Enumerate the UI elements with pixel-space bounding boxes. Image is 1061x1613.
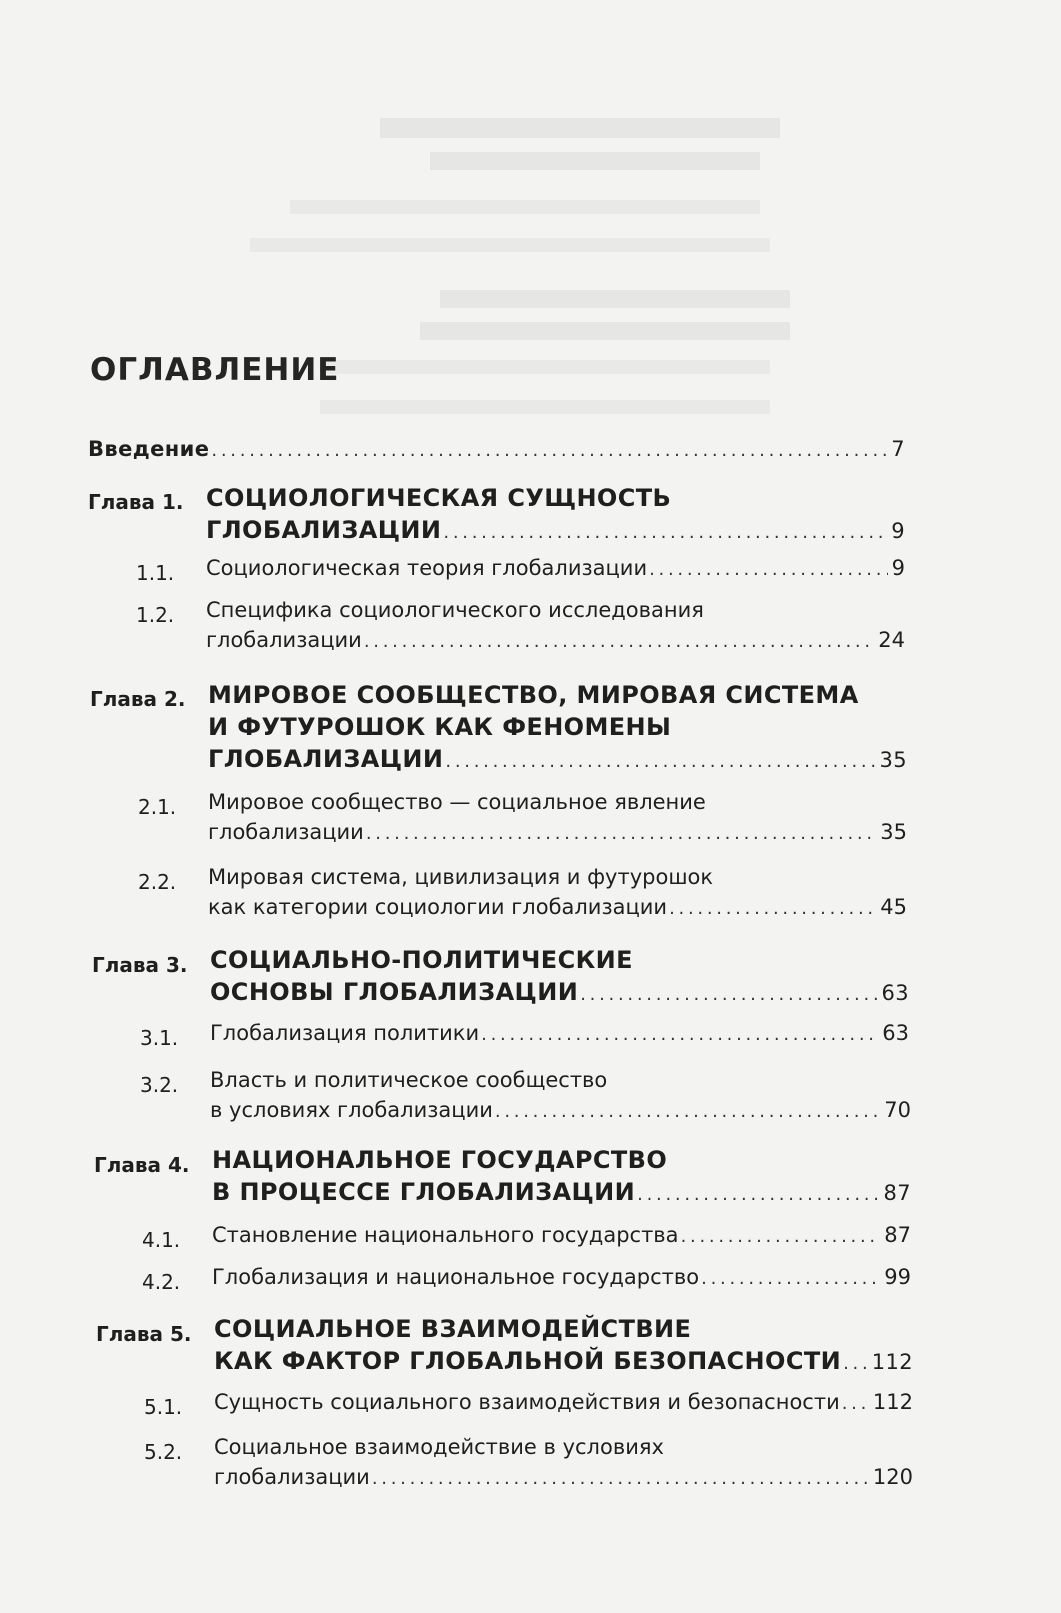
section-entry[interactable]: Сущность социального взаимодействия и безопасности . . . 112 [214, 1390, 913, 1414]
chapter-title-line[interactable]: В ПРОЦЕССЕ ГЛОБАЛИЗАЦИИ . . . 87 [212, 1178, 911, 1206]
leader-dots [669, 895, 876, 919]
page-number: 63 [882, 1021, 909, 1045]
chapter-number: Глава 4. [94, 1153, 190, 1177]
page-number: 112 [872, 1390, 913, 1414]
leader-dots [364, 628, 874, 652]
leader-dots [495, 1098, 880, 1122]
section-entry[interactable]: Мировая система, цивилизация и футурошок [208, 865, 714, 889]
section-number: 4.1. [142, 1228, 181, 1252]
section-number: 1.1. [136, 561, 175, 585]
leader-dots [637, 1178, 879, 1206]
page-number: 24 [878, 628, 905, 652]
section-entry[interactable]: как категории социологии глобализации . . . 45 [208, 895, 907, 919]
leader-dots [481, 1021, 878, 1045]
section-number: 3.1. [140, 1026, 179, 1050]
page-number: 35 [880, 820, 907, 844]
page-number: 87 [883, 1181, 911, 1205]
chapter-title-line[interactable]: ОСНОВЫ ГЛОБАЛИЗАЦИИ . . . 63 [210, 978, 909, 1006]
section-number: 1.2. [136, 603, 175, 627]
leader-dots [681, 1223, 881, 1247]
page-number: 9 [891, 556, 905, 580]
leader-dots [366, 820, 876, 844]
leader-dots [842, 1390, 869, 1414]
section-entry[interactable]: Социологическая теория глобализации . . . 9 [206, 556, 905, 580]
chapter-number: Глава 3. [92, 953, 188, 977]
page-title: ОГЛАВЛЕНИЕ [90, 352, 340, 388]
section-number: 3.2. [140, 1073, 179, 1097]
page-number: 7 [891, 437, 905, 461]
leader-dots [445, 745, 875, 773]
chapter-title-line[interactable]: СОЦИАЛЬНОЕ ВЗАИМОДЕЙСТВИЕ [214, 1315, 692, 1343]
section-entry[interactable]: Специфика социологического исследования [206, 598, 704, 622]
section-number: 4.2. [142, 1270, 181, 1294]
page-number: 87 [884, 1223, 911, 1247]
chapter-title-line[interactable]: ГЛОБАЛИЗАЦИИ . . . 35 [208, 745, 907, 773]
section-entry[interactable]: Социальное взаимодействие в условиях [214, 1435, 664, 1459]
chapter-title-line[interactable]: СОЦИАЛЬНО-ПОЛИТИЧЕСКИЕ [210, 946, 633, 974]
section-entry[interactable]: Мировое сообщество — социальное явление [208, 790, 706, 814]
section-number: 2.2. [138, 870, 177, 894]
leader-dots [843, 1347, 868, 1375]
page-number: 35 [879, 748, 907, 772]
intro-label: Введение [88, 437, 210, 461]
leader-dots [580, 978, 877, 1006]
leader-dots [372, 1465, 869, 1489]
chapter-number: Глава 1. [88, 490, 184, 514]
chapter-title-line[interactable]: НАЦИОНАЛЬНОЕ ГОСУДАРСТВО [212, 1146, 668, 1174]
page-number: 63 [881, 981, 909, 1005]
section-entry[interactable]: Становление национального государства . . . 87 [212, 1223, 911, 1247]
section-number: 2.1. [138, 795, 177, 819]
chapter-title-line[interactable]: ГЛОБАЛИЗАЦИИ . . . 9 [206, 516, 905, 544]
section-entry[interactable]: Власть и политическое сообщество [210, 1068, 608, 1092]
chapter-title-line[interactable]: И ФУТУРОШОК КАК ФЕНОМЕНЫ [208, 713, 672, 741]
page-number: 70 [884, 1098, 911, 1122]
section-entry[interactable]: глобализации . . . 35 [208, 820, 907, 844]
page-number: 9 [891, 519, 905, 543]
leader-dots [443, 516, 887, 544]
section-entry[interactable]: глобализации . . . 24 [206, 628, 905, 652]
section-number: 5.1. [144, 1395, 183, 1419]
section-entry[interactable]: в условиях глобализации . . . 70 [210, 1098, 911, 1122]
chapter-title-line[interactable]: КАК ФАКТОР ГЛОБАЛЬНОЙ БЕЗОПАСНОСТИ . . . 112 [214, 1347, 913, 1375]
leader-dots [701, 1265, 880, 1289]
chapter-number: Глава 5. [96, 1322, 192, 1346]
toc-intro[interactable] [88, 434, 905, 462]
chapter-title-line[interactable]: СОЦИОЛОГИЧЕСКАЯ СУЩНОСТЬ [206, 484, 672, 512]
page-number: 45 [880, 895, 907, 919]
page-number: 112 [871, 1350, 913, 1374]
leader-dots [649, 556, 888, 580]
section-number: 5.2. [144, 1440, 183, 1464]
chapter-number: Глава 2. [90, 687, 186, 711]
page-number: 99 [884, 1265, 911, 1289]
section-entry[interactable]: Глобализация и национальное государство . . . 99 [212, 1265, 911, 1289]
page-number: 120 [872, 1465, 913, 1489]
leader-dots [211, 434, 887, 462]
chapter-title-line[interactable]: МИРОВОЕ СООБЩЕСТВО, МИРОВАЯ СИСТЕМА [208, 681, 859, 709]
section-entry[interactable]: Глобализация политики . . . 63 [210, 1021, 909, 1045]
section-entry[interactable]: глобализации . . . 120 [214, 1465, 913, 1489]
